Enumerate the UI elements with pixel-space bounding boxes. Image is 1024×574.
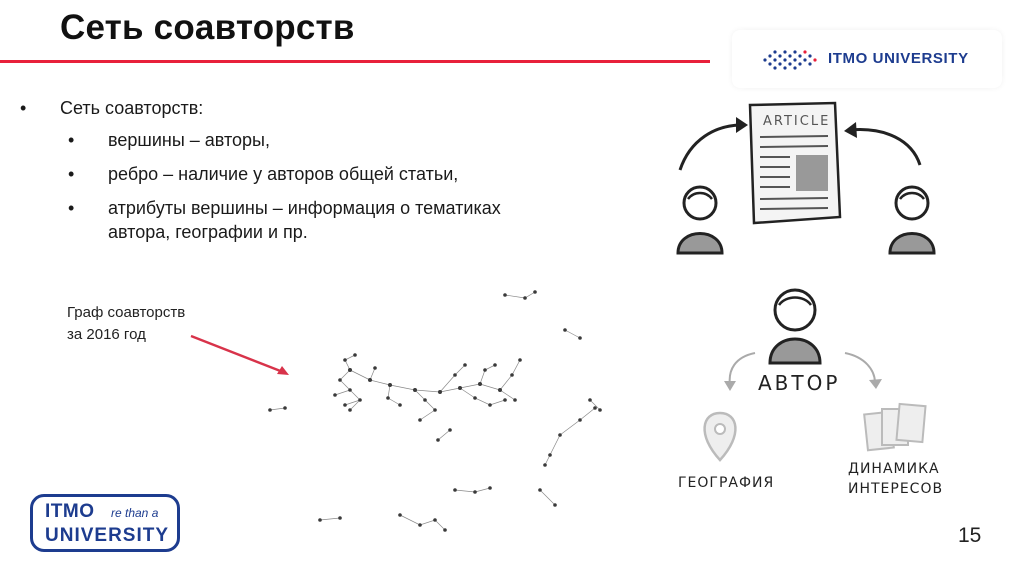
location-pin-icon: [705, 413, 736, 460]
article-label: ARTICLE: [763, 114, 831, 129]
logo-itmo-text: ITMO: [45, 501, 95, 522]
itmo-dots-icon: [762, 48, 820, 72]
graph-caption-line2: за 2016 год: [67, 326, 146, 343]
itmo-logo-text: ITMO UNIVERSITY: [828, 50, 969, 67]
dynamics-label-1: ДИНАМИКА: [848, 461, 940, 477]
itmo-more-than-university-logo: [30, 494, 180, 552]
graph-caption: [67, 302, 185, 346]
bullet-sub-text: ребро – наличие у авторов общей статьи,: [108, 164, 459, 184]
page-number: 15: [958, 524, 982, 547]
bullet-dot: •: [68, 130, 75, 150]
title-divider: [0, 60, 710, 63]
bullet-sub-text: автора, географии и пр.: [108, 222, 308, 242]
article-icon: [750, 103, 840, 223]
bullet-dot: •: [68, 164, 75, 184]
author-label: АВТОР: [758, 371, 841, 395]
bullet-main-text: Сеть соавторств:: [60, 98, 204, 118]
person-right-icon: [890, 187, 934, 253]
logo-more-text: re than a: [111, 506, 159, 520]
bullet-sub-text: вершины – авторы,: [108, 130, 270, 150]
dynamics-label-2: ИНТЕРЕСОВ: [848, 481, 944, 497]
author-article-illustration: [650, 95, 980, 515]
graph-caption-line1: Граф соавторств: [67, 304, 186, 321]
itmo-logo-top: [732, 30, 1002, 88]
bullet-sub-text: атрибуты вершины – информация о тематиках: [108, 198, 501, 218]
author-icon: [770, 290, 820, 363]
documents-icon: [864, 404, 925, 450]
slide-title: Сеть соавторств: [60, 8, 355, 47]
person-left-icon: [678, 187, 722, 253]
bullet-dot: •: [68, 198, 75, 218]
logo-university-text: UNIVERSITY: [45, 525, 170, 546]
bullet-dot: •: [20, 98, 27, 118]
coauthorship-graph-illustration: [250, 280, 610, 560]
geography-label: ГЕОГРАФИЯ: [678, 475, 775, 491]
